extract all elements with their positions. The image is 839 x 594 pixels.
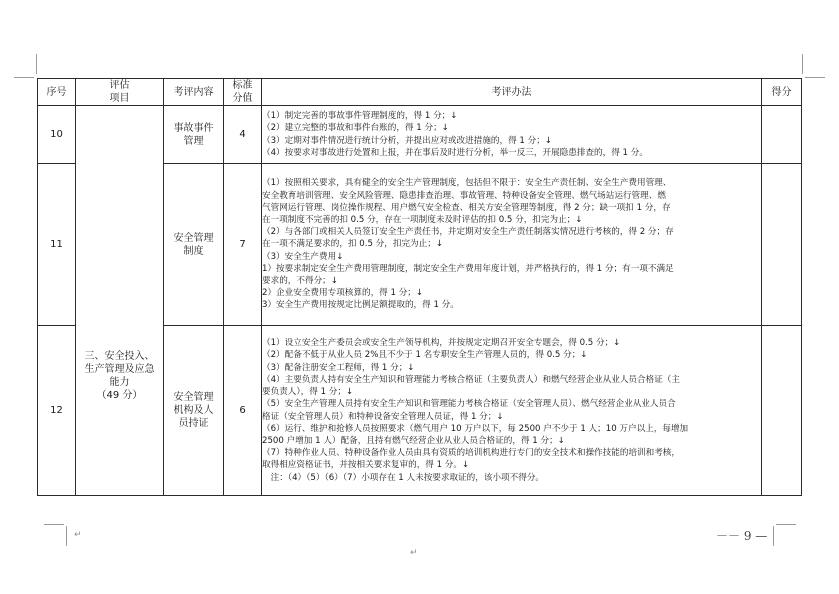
- page-number: －－ 9 —: [716, 529, 768, 543]
- row-seq: 10: [38, 106, 76, 164]
- method-line: 在一项不满足要求的，扣 0.5 分，扣完为止；↓: [262, 239, 444, 250]
- table-row: [38, 106, 802, 164]
- method-line: （1）按照相关要求，具有健全的安全生产管理制度，包括但不限于：安全生产责任制、安全生产费用管理、: [262, 178, 672, 189]
- header-seq: 序号: [38, 79, 76, 106]
- row-content: 事故事件 管理: [164, 106, 224, 164]
- paragraph-mark-icon: ↵: [74, 530, 82, 540]
- method-line: 要求的，不得分；↓: [262, 276, 338, 286]
- header-score: 得分: [762, 79, 802, 106]
- row-method: [262, 106, 762, 164]
- method-line: 2）企业安全费用专项核算的，得 1 分；↓: [262, 288, 424, 299]
- row-score: 7: [224, 164, 262, 326]
- header-item: 评估 项目: [76, 79, 164, 106]
- row-score: 4: [224, 106, 262, 164]
- method-line: 1）按要求制定安全生产费用管理制度，制定安全生产费用年度计划，并严格执行的，得 1 分；有一项不满足: [262, 263, 674, 274]
- method-line: （7）特种作业人员、特种设备作业人员由具有资质的培训机构进行专门的安全技术和操作技能的培训和考核，: [262, 448, 680, 459]
- crop-mark: [805, 77, 825, 78]
- method-line: 气管网运行管理、岗位操作规程、用户燃气安全检查、相关方安全管理等制度，得 2 分；缺一项扣 1 分，存: [262, 202, 671, 213]
- method-line: 注：（4）（5）（6）（7）小项存在 1 人未按要求取证的，该小项不得分。: [262, 472, 545, 483]
- row-method: [262, 164, 762, 326]
- method-line: 在一项制度不完善的扣 0.5 分，存在一项制度未及时评估的扣 0.5 分，扣完为止；↓: [262, 214, 583, 225]
- crop-mark: [36, 54, 37, 74]
- method-line: （2）建立完整的事故和事件台账的，得 1 分；↓: [262, 123, 449, 134]
- row-seq: 11: [38, 164, 76, 326]
- method-line: 格证（安全管理人员）和特种设备安全管理人员证，得 1 分；↓: [262, 411, 504, 422]
- method-line: （6）运行、维护和抢修人员按照要求（燃气用户 10 万户以下，每 2500 户不少于 1 人；10 万户以上，每增加: [262, 423, 689, 434]
- row-content: 安全管理 机构及人 员持证: [164, 326, 224, 496]
- method-line: （2）与各部门或相关人员签订安全生产责任书，并定期对安全生产责任制落实情况进行考核的，得 2 分；存: [262, 227, 674, 238]
- header-score-std: 标准 分值: [224, 79, 262, 106]
- method-line: （3）安全生产费用↓: [262, 251, 344, 262]
- crop-mark: [44, 524, 64, 525]
- row-score-cell[interactable]: [762, 164, 802, 326]
- method-line: （3）配备注册安全工程师，得 1 分；↓: [262, 362, 415, 373]
- crop-mark: [14, 77, 34, 78]
- paragraph-mark-icon: ↵: [410, 548, 418, 558]
- row-score-cell[interactable]: [762, 326, 802, 496]
- method-line: 3）安全生产费用按规定比例足额提取的，得 1 分。: [262, 300, 459, 311]
- method-line: 安全教育培训管理、安全风险管理、隐患排查治理、事故管理、特种设备安全管理、燃气场站运行管理、燃: [262, 190, 666, 201]
- table-header-row: [38, 79, 802, 106]
- method-line: （5）安全生产管理人员持有安全生产知识和管理能力考核合格证（安全管理人员）、燃气经营企业从业人员合: [262, 399, 676, 410]
- row-seq: 12: [38, 326, 76, 496]
- crop-mark: [773, 526, 774, 546]
- method-line: （1）设立安全生产委员会或安全生产领导机构，并按规定定期召开安全专题会，得 0.5 分；↓: [262, 338, 621, 349]
- method-line: （2）配备不低于从业人员 2%且不少于 1 名专职安全生产管理人员的，得 0.5 分；↓: [262, 350, 588, 361]
- row-content: 安全管理 制度: [164, 164, 224, 326]
- crop-mark: [802, 54, 803, 74]
- method-line: 要负责人），得 1 分；↓: [262, 387, 354, 398]
- row-score: 6: [224, 326, 262, 496]
- crop-mark: [776, 524, 796, 525]
- method-line: （1）制定完善的事故事件管理制度的，得 1 分；↓: [262, 111, 458, 122]
- row-score-cell[interactable]: [762, 106, 802, 164]
- method-line: （3）定期对事件情况进行统计分析，并提出应对或改进措施的，得 1 分；↓: [262, 135, 553, 146]
- method-line: （4）主要负责人持有安全生产知识和管理能力考核合格证（主要负责人）和燃气经营企业从业人员合格证（主: [262, 374, 680, 385]
- crop-mark: [66, 526, 67, 546]
- header-content: 考评内容: [164, 79, 224, 106]
- assessment-table: [37, 78, 802, 496]
- method-line: 2500 户增加 1 人）配备，且持有燃气经营企业从业人员合格证的，得 1 分；↓: [262, 435, 565, 446]
- header-method: 考评办法: [262, 79, 762, 106]
- row-method: [262, 326, 762, 496]
- method-line: 取得相应资格证书，并按相关要求复审的，得 1 分。↓: [262, 460, 470, 471]
- section-name: 三、安全投入、 生产管理及应急 能力 （49 分）: [76, 106, 164, 496]
- method-line: （4）按要求对事故进行处置和上报，并在事后及时进行分析，举一反三，开展隐患排查的，得 1 分。: [262, 147, 648, 158]
